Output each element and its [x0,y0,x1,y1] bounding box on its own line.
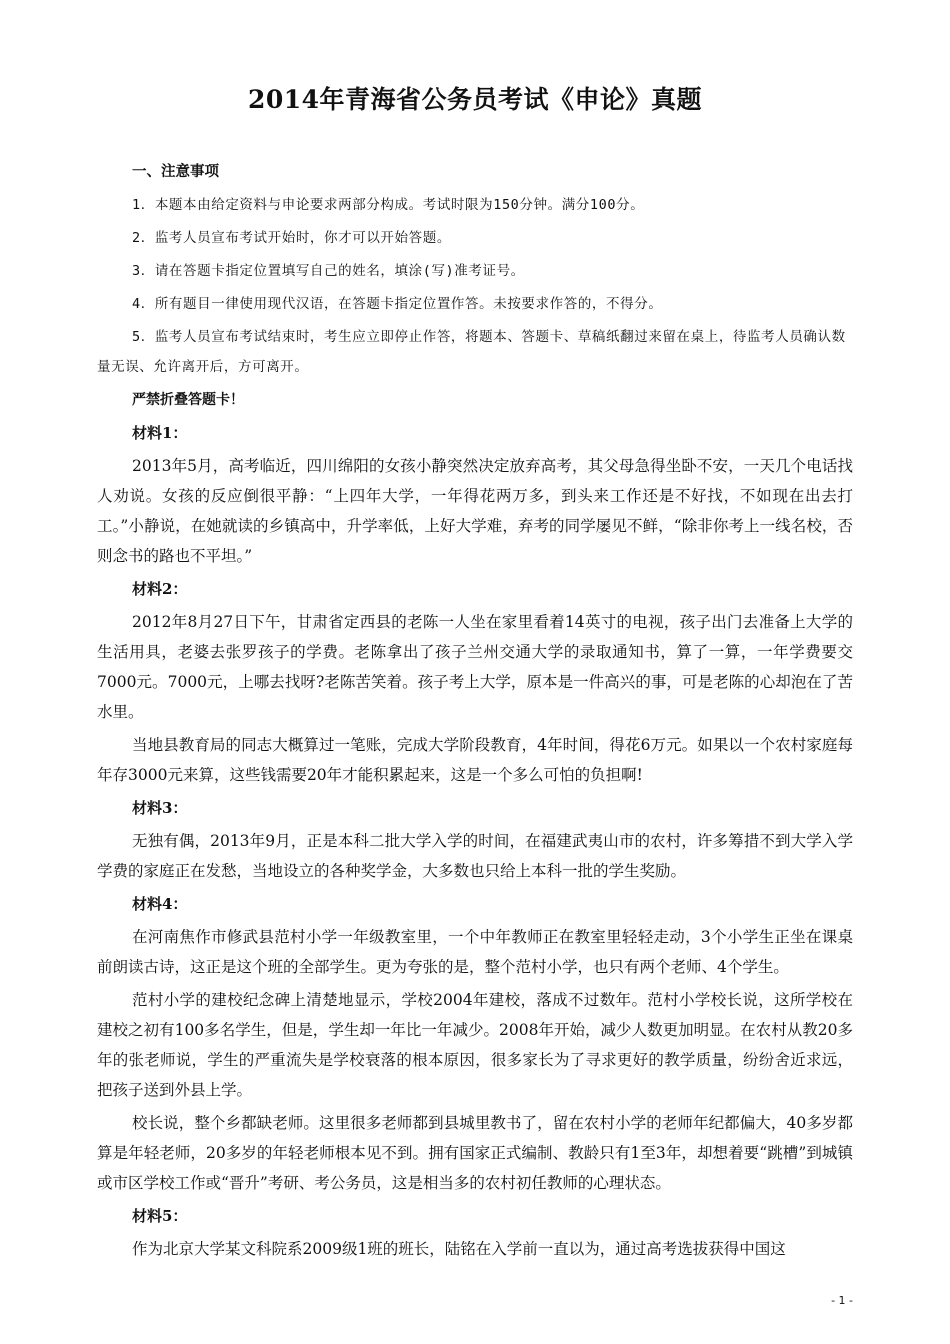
material-paragraph: 2012年8月27日下午，甘肃省定西县的老陈一人坐在家里看着14英寸的电视，孩子出门去准备上大学的生活用具，老婆去张罗孩子的学费。老陈拿出了孩子兰州交通大学的录取通知书，算了一算，一年学费要交7000元。7000元，上哪去找呀?老陈苦笑着。孩子考上大学，原本是一件高兴的事，可是老陈的心却泡在了苦水里。 [97,613,853,721]
document-body [97,157,853,1267]
section-heading: 一、注意事项 [132,164,219,180]
warning-text: 严禁折叠答题卡！ [132,392,244,408]
material-label: 材料2： [132,580,188,598]
page-number: - 1 - [831,1294,853,1307]
material-paragraph: 无独有偶，2013年9月，正是本科二批大学入学的时间，在福建武夷山市的农村，许多筹措不到大学入学学费的家庭正在发愁，当地设立的各种奖学金，大多数也只给上本科一批的学生奖励。 [97,832,853,880]
material-paragraph: 在河南焦作市修武县范村小学一年级教室里，一个中年教师正在教室里轻轻走动，3个小学生正坐在课桌前朗读古诗，这正是这个班的全部学生。更为夸张的是，整个范村小学，也只有两个老师、4个学生。 [97,928,853,976]
notice-item: 2．监考人员宣布考试开始时，你才可以开始答题。 [132,230,451,246]
notice-item: 1．本题本由给定资料与申论要求两部分构成。考试时限为150分钟。满分100分。 [132,197,645,213]
notice-item: 3．请在答题卡指定位置填写自己的姓名，填涂(写)准考证号。 [132,263,525,279]
material-paragraph: 当地县教育局的同志大概算过一笔账，完成大学阶段教育，4年时间，得花6万元。如果以一个农村家庭每年存3000元来算，这些钱需要20年才能积累起来，这是一个多么可怕的负担啊! [97,736,853,784]
notice-item: 4．所有题目一律使用现代汉语，在答题卡指定位置作答。未按要求作答的，不得分。 [132,296,663,312]
material-paragraph: 2013年5月，高考临近，四川绵阳的女孩小静突然决定放弃高考，其父母急得坐卧不安，一天几个电话找人劝说。女孩的反应倒很平静：“上四年大学，一年得花两万多，到头来工作还是不好找，不如现在出去打工。”小静说，在她就读的乡镇高中，升学率低，上好大学难，弃考的同学屡见不鲜，“除非你考上一线名校，否则念书的路也不平坦。” [97,457,853,565]
notice-item: 5．监考人员宣布考试结束时，考生应立即停止作答，将题本、答题卡、草稿纸翻过来留在桌上，待监考人员确认数量无误、允许离开后，方可离开。 [97,329,846,375]
material-label: 材料1： [132,424,188,442]
material-label: 材料3： [132,799,188,817]
material-paragraph: 作为北京大学某文科院系2009级1班的班长，陆铭在入学前一直以为，通过高考选拔获得中国这 [132,1240,786,1258]
material-paragraph: 范村小学的建校纪念碑上清楚地显示，学校2004年建校，落成不过数年。范村小学校长说，这所学校在建校之初有100多名学生，但是，学生却一年比一年减少。2008年开始，减少人数更加明显。在农村从教20多年的张老师说，学生的严重流失是学校衰落的根本原因，很多家长为了寻求更好的教学质量，纷纷舍近求远，把孩子送到外县上学。 [97,991,853,1099]
document-title: 2014年青海省公务员考试《申论》真题 [247,85,703,114]
material-paragraph: 校长说，整个乡都缺老师。这里很多老师都到县城里教书了，留在农村小学的老师年纪都偏大，40多岁都算是年轻老师，20多岁的年轻老师根本见不到。拥有国家正式编制、教龄只有1至3年，却想着要“跳槽”到城镇或市区学校工作或“晋升”考研、考公务员，这是相当多的农村初任教师的心理状态。 [97,1114,853,1192]
material-label: 材料4： [132,895,188,913]
material-label: 材料5： [132,1207,188,1225]
